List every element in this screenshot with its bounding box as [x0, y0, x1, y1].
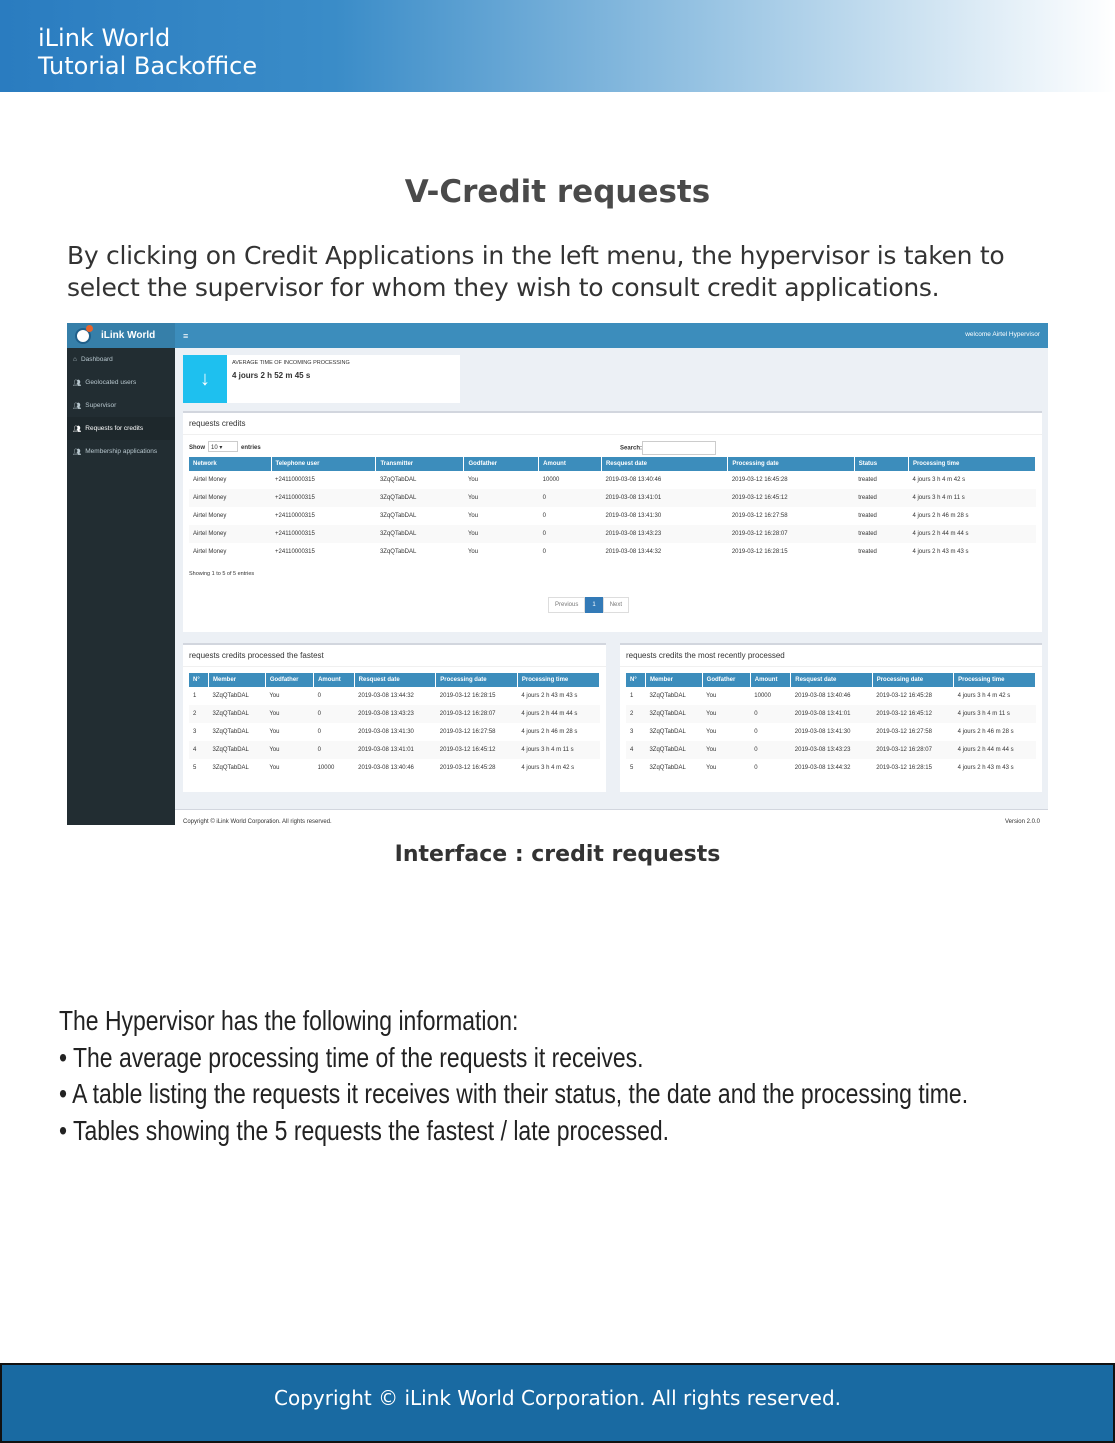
- table-cell: 4: [626, 741, 645, 759]
- table-cell: 3ZqQTabDAL: [379, 477, 417, 483]
- logo-text: iLink World: [101, 330, 156, 341]
- sidebar-item-label: Requests for credits: [85, 425, 144, 432]
- app-screenshot: [67, 323, 1048, 825]
- sidebar-item-membership-applications[interactable]: [67, 440, 175, 463]
- column-header[interactable]: Processing time: [908, 457, 1035, 471]
- sidebar-item-geolocated-users[interactable]: [67, 371, 175, 394]
- table-cell: 2019-03-12 16:28:15: [731, 549, 788, 555]
- table-cell: Airtel Money: [193, 513, 227, 519]
- recent-table: [626, 673, 1036, 777]
- table-cell: 2019-03-08 13:43:23: [354, 705, 436, 723]
- arrow-down-icon: ↓: [183, 355, 227, 403]
- table-cell: 0: [542, 513, 546, 519]
- page-footer: Copyright © iLink World Corporation. All rights reserved.: [0, 1363, 1115, 1443]
- avg-time-info-box: [183, 355, 460, 403]
- table-cell: You: [706, 729, 717, 735]
- sidebar-item-dashboard[interactable]: [67, 348, 175, 371]
- table-cell: 2019-03-08 13:44:32: [794, 765, 851, 771]
- box-title: requests credits: [183, 413, 1042, 435]
- sidebar-item-label: Geolocated users: [85, 379, 137, 386]
- table-row: [189, 723, 600, 741]
- table-cell: 3ZqQTabDAL: [379, 513, 417, 519]
- table-cell: +24110000315: [275, 477, 315, 483]
- table-cell: 2019-03-08 13:41:30: [605, 513, 662, 519]
- sidebar-item-requests-for-credits[interactable]: [67, 417, 175, 440]
- table-cell: 2019-03-12 16:28:15: [439, 693, 496, 699]
- table-cell: 2: [189, 705, 209, 723]
- table-cell: +24110000315: [271, 489, 376, 507]
- table-cell: 4 jours 2 h 46 m 28 s: [957, 729, 1014, 735]
- table-cell: 2019-03-08 13:40:46: [794, 693, 851, 699]
- table-cell: You: [467, 549, 479, 555]
- list-item: • The average processing time of the requests it receives.: [59, 1041, 644, 1073]
- table-cell: 4 jours 2 h 43 m 43 s: [957, 765, 1014, 771]
- table-header-row: [189, 673, 600, 687]
- table-cell: You: [265, 705, 313, 723]
- column-header[interactable]: Godfather: [464, 457, 539, 471]
- table-cell: 3ZqQTabDAL: [209, 741, 266, 759]
- fastest-table: [189, 673, 600, 777]
- table-cell: 3ZqQTabDAL: [649, 729, 686, 735]
- table-cell: 2019-03-08 13:40:46: [358, 765, 414, 771]
- banner-line-1: iLink World: [38, 24, 171, 52]
- table-cell: Airtel Money: [193, 549, 227, 555]
- column-header[interactable]: Member: [645, 673, 702, 687]
- table-cell: 3ZqQTabDAL: [379, 549, 417, 555]
- menu-toggle-icon[interactable]: ≡: [183, 331, 189, 341]
- column-header[interactable]: Amount: [314, 673, 355, 687]
- table-cell: 0: [750, 705, 790, 723]
- table-cell: 1: [193, 693, 197, 699]
- table-cell: 3ZqQTabDAL: [649, 765, 686, 771]
- figure-caption: Interface : credit requests: [394, 842, 721, 867]
- table-cell: 4 jours 3 h 4 m 11 s: [908, 489, 1035, 507]
- column-header[interactable]: Godfather: [265, 673, 313, 687]
- table-cell: 2019-03-12 16:27:58: [731, 513, 788, 519]
- table-cell: 0: [317, 729, 321, 735]
- table-cell: 4: [189, 741, 209, 759]
- table-cell: 2019-03-12 16:28:07: [436, 705, 518, 723]
- table-cell: 3ZqQTabDAL: [645, 741, 702, 759]
- table-cell: 10000: [317, 765, 335, 771]
- table-cell: 1: [630, 693, 634, 699]
- show-label: Show: [189, 445, 205, 451]
- entries-value: 10: [211, 445, 218, 451]
- table-cell: 3ZqQTabDAL: [649, 693, 686, 699]
- table-cell: You: [706, 693, 717, 699]
- table-cell: 2019-03-12 16:45:28: [876, 693, 932, 699]
- sidebar-item-label: Dashboard: [80, 356, 113, 363]
- table-cell: 4 jours 2 h 43 m 43 s: [521, 693, 578, 699]
- next-button[interactable]: Next: [603, 597, 629, 613]
- column-header[interactable]: Transmitter: [376, 457, 464, 471]
- home-icon: ⌂: [73, 356, 77, 363]
- info-value: 4 jours 2 h 52 m 45 s: [232, 371, 311, 380]
- table-cell: 3ZqQTabDAL: [212, 693, 249, 699]
- pagination: [548, 597, 629, 613]
- app-logo: [67, 323, 175, 348]
- table-cell: 0: [314, 705, 355, 723]
- table-cell: 3ZqQTabDAL: [645, 705, 702, 723]
- table-cell: 0: [754, 765, 758, 771]
- list-item: The Hypervisor has the following information:: [59, 1005, 519, 1036]
- table-cell: Airtel Money: [193, 477, 227, 483]
- table-cell: 10000: [754, 693, 771, 699]
- column-header[interactable]: Telephone user: [271, 457, 376, 471]
- column-header[interactable]: Processing time: [954, 673, 1036, 687]
- welcome-user[interactable]: welcome Airtel Hypervisor: [965, 331, 1040, 338]
- column-header[interactable]: Member: [209, 673, 266, 687]
- app-version: Version 2.0.0: [1004, 819, 1040, 825]
- table-cell: +24110000315: [271, 525, 376, 543]
- table-cell: 5: [630, 765, 634, 771]
- column-header[interactable]: Processing date: [436, 673, 518, 687]
- table-header-row: [189, 457, 1036, 471]
- table-cell: 4 jours 2 h 44 m 44 s: [517, 705, 599, 723]
- app-footer: [175, 809, 1048, 825]
- table-cell: 3ZqQTabDAL: [212, 729, 249, 735]
- table-cell: treated: [858, 513, 877, 519]
- table-cell: 4 jours 2 h 46 m 28 s: [912, 513, 969, 519]
- box-title: requests credits the most recently processed: [620, 645, 1042, 667]
- table-cell: treated: [854, 489, 908, 507]
- table-cell: 5: [193, 765, 197, 771]
- table-cell: 2019-03-12 16:45:12: [872, 705, 953, 723]
- table-cell: +24110000315: [275, 513, 315, 519]
- table-cell: 2019-03-12 16:45:12: [728, 489, 854, 507]
- section-title: V-Credit requests: [404, 174, 711, 210]
- sidebar: [67, 323, 175, 825]
- column-header[interactable]: N°: [626, 673, 645, 687]
- column-header[interactable]: Processing date: [872, 673, 953, 687]
- table-cell: treated: [858, 549, 877, 555]
- table-cell: 0: [750, 741, 790, 759]
- users-icon: 👥︎: [73, 425, 82, 433]
- table-cell: 2019-03-08 13:41:01: [354, 741, 436, 759]
- table-row: [626, 759, 1036, 777]
- table-row: [189, 543, 1036, 561]
- search-input[interactable]: [642, 441, 716, 455]
- users-icon: 👥︎: [73, 402, 82, 410]
- page-1-button[interactable]: 1: [585, 597, 602, 613]
- table-cell: 2019-03-12 16:27:58: [439, 729, 496, 735]
- column-header[interactable]: Processing date: [728, 457, 854, 471]
- table-cell: 4 jours 3 h 4 m 11 s: [517, 741, 599, 759]
- table-cell: 2019-03-12 16:28:07: [728, 525, 854, 543]
- table-row: [189, 741, 600, 759]
- table-cell: 4 jours 3 h 4 m 42 s: [521, 765, 575, 771]
- table-row: [626, 687, 1036, 705]
- entries-select[interactable]: 10 ▾: [208, 441, 238, 452]
- previous-button[interactable]: Previous: [548, 597, 585, 613]
- sidebar-item-supervisor[interactable]: [67, 394, 175, 417]
- box-title: requests credits processed the fastest: [183, 645, 606, 667]
- globe-icon: [75, 328, 91, 344]
- table-cell: 2019-03-12 16:28:07: [872, 741, 953, 759]
- table-cell: You: [467, 477, 479, 483]
- requests-table: [189, 457, 1036, 561]
- table-cell: 2019-03-08 13:43:23: [791, 741, 872, 759]
- table-cell: 2019-03-12 16:45:28: [439, 765, 496, 771]
- column-header[interactable]: Resquest date: [601, 457, 727, 471]
- table-cell: 4 jours 2 h 46 m 28 s: [521, 729, 578, 735]
- table-cell: You: [265, 741, 313, 759]
- table-cell: 2: [626, 705, 645, 723]
- table-cell: 2019-03-08 13:40:46: [605, 477, 662, 483]
- table-cell: 2019-03-08 13:43:23: [601, 525, 727, 543]
- table-cell: 4 jours 3 h 4 m 11 s: [954, 705, 1036, 723]
- table-cell: Airtel Money: [189, 489, 271, 507]
- column-header[interactable]: Godfather: [702, 673, 750, 687]
- table-cell: 4 jours 3 h 4 m 42 s: [912, 477, 966, 483]
- info-list: [59, 1003, 1059, 1149]
- table-cell: 2019-03-08 13:44:32: [605, 549, 662, 555]
- entries-label: entries: [241, 445, 261, 451]
- banner-line-2: Tutorial Backoffice: [38, 52, 258, 80]
- table-cell: 0: [542, 549, 546, 555]
- search-label: Search:: [619, 445, 642, 452]
- sidebar-item-label: Membership applications: [85, 448, 158, 455]
- column-header[interactable]: Amount: [539, 457, 602, 471]
- table-cell: You: [269, 765, 280, 771]
- table-cell: 0: [317, 693, 321, 699]
- table-cell: 3: [630, 729, 634, 735]
- table-cell: You: [464, 525, 539, 543]
- table-cell: Airtel Money: [189, 525, 271, 543]
- table-row: [189, 705, 600, 723]
- document-banner: [0, 0, 1115, 92]
- list-item: • A table listing the requests it receives with their status, the date and the processing time.: [59, 1078, 969, 1109]
- table-cell: You: [702, 705, 750, 723]
- recent-box: [620, 643, 1042, 792]
- table-cell: 0: [539, 489, 602, 507]
- table-cell: You: [706, 765, 717, 771]
- top-bar: [175, 323, 1048, 348]
- table-cell: 2019-03-12 16:28:15: [876, 765, 932, 771]
- users-icon: 👥︎: [73, 448, 82, 456]
- table-cell: 4 jours 3 h 4 m 42 s: [957, 693, 1011, 699]
- table-cell: 2019-03-08 13:41:30: [794, 729, 851, 735]
- table-cell: 3ZqQTabDAL: [209, 705, 266, 723]
- info-label: AVERAGE TIME OF INCOMING PROCESSING: [232, 360, 350, 366]
- table-row: [626, 723, 1036, 741]
- table-cell: 0: [754, 729, 758, 735]
- column-header[interactable]: Resquest date: [354, 673, 436, 687]
- fastest-box: [183, 643, 606, 792]
- users-icon: 👥︎: [73, 379, 82, 387]
- table-row: [189, 471, 1036, 489]
- app-copyright: Copyright © iLink World Corporation. All rights reserved.: [183, 819, 332, 825]
- intro-paragraph: By clicking on Credit Applications in the left menu, the hypervisor is taken to select the supervisor for whom they wish to consult credit applications.: [67, 241, 1005, 302]
- table-row: [189, 507, 1036, 525]
- table-cell: treated: [854, 525, 908, 543]
- table-row: [189, 687, 600, 705]
- table-cell: treated: [858, 477, 877, 483]
- column-header[interactable]: Status: [854, 457, 908, 471]
- sidebar-item-label: Supervisor: [85, 402, 117, 409]
- showing-info: Showing 1 to 5 of 5 entries: [189, 571, 255, 577]
- table-cell: 2019-03-08 13:44:32: [358, 693, 414, 699]
- table-cell: 2019-03-12 16:45:12: [436, 741, 518, 759]
- column-header[interactable]: Network: [189, 457, 271, 471]
- column-header[interactable]: Amount: [750, 673, 790, 687]
- table-cell: You: [702, 741, 750, 759]
- table-cell: 2019-03-08 13:41:01: [791, 705, 872, 723]
- table-cell: 3ZqQTabDAL: [376, 489, 464, 507]
- table-cell: 0: [539, 525, 602, 543]
- table-cell: 2019-03-08 13:41:01: [601, 489, 727, 507]
- table-cell: 3ZqQTabDAL: [212, 765, 249, 771]
- table-cell: 3: [193, 729, 197, 735]
- table-cell: You: [464, 489, 539, 507]
- table-header-row: [626, 673, 1036, 687]
- table-row: [626, 741, 1036, 759]
- table-row: [626, 705, 1036, 723]
- table-cell: 4 jours 2 h 44 m 44 s: [908, 525, 1035, 543]
- table-cell: You: [269, 729, 280, 735]
- table-cell: 2019-03-12 16:27:58: [876, 729, 932, 735]
- table-cell: 3ZqQTabDAL: [376, 525, 464, 543]
- table-cell: 4 jours 2 h 43 m 43 s: [912, 549, 969, 555]
- requests-credits-box: [183, 411, 1042, 632]
- column-header[interactable]: Resquest date: [791, 673, 872, 687]
- column-header[interactable]: Processing time: [517, 673, 599, 687]
- table-cell: 4 jours 2 h 44 m 44 s: [954, 741, 1036, 759]
- table-row: [189, 489, 1036, 507]
- table-row: [189, 759, 600, 777]
- table-row: [189, 525, 1036, 543]
- table-cell: 0: [314, 741, 355, 759]
- table-cell: 2019-03-12 16:45:28: [731, 477, 788, 483]
- column-header[interactable]: N°: [189, 673, 209, 687]
- table-cell: You: [467, 513, 479, 519]
- table-cell: 10000: [542, 477, 560, 483]
- table-cell: You: [269, 693, 280, 699]
- list-item: • Tables showing the 5 requests the fastest / late processed.: [59, 1114, 670, 1146]
- table-cell: +24110000315: [275, 549, 315, 555]
- table-cell: 2019-03-08 13:41:30: [358, 729, 414, 735]
